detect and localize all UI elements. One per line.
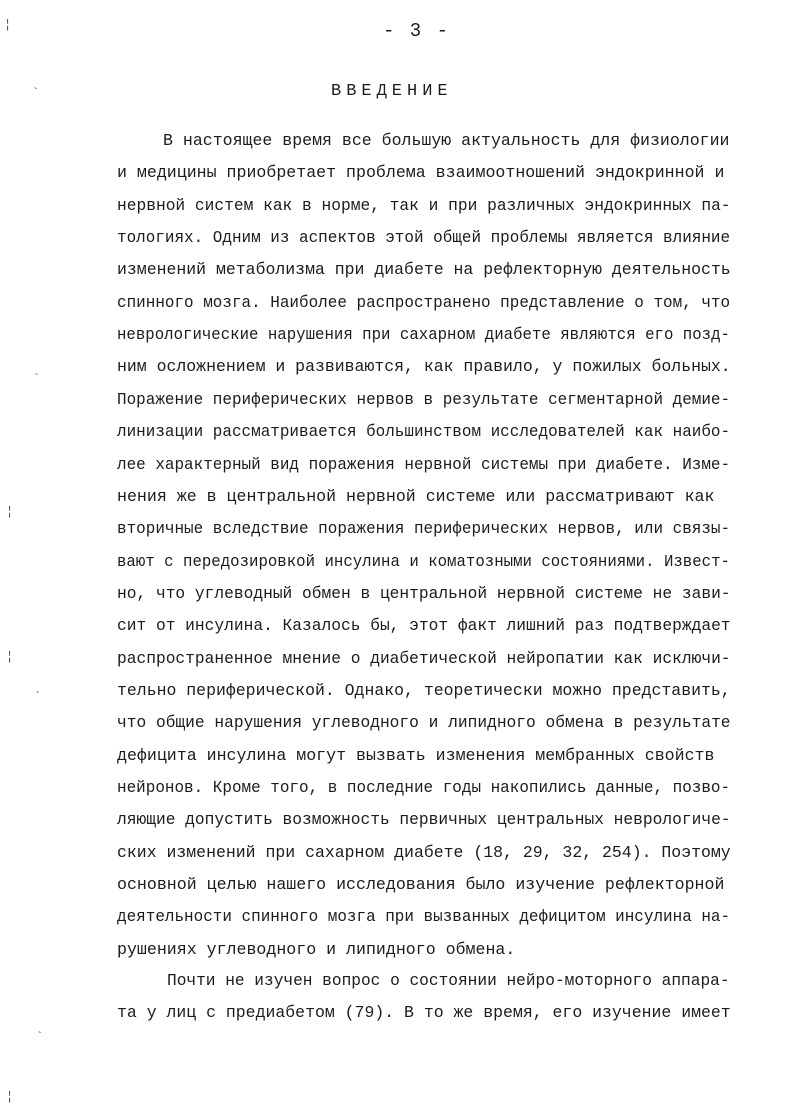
scan-mark: ¦ (4, 18, 12, 32)
scan-mark: ` (36, 1030, 44, 1044)
text-line: тельно периферической. Однако, теоретически можно представить, (117, 680, 731, 700)
text-line: спинного мозга. Наиболее распространено представление о том, что (117, 292, 731, 312)
text-line: линизации рассматривается большинством исследователей как наибо- (117, 422, 731, 442)
scan-mark: ¦ (6, 505, 14, 519)
scan-mark: ¦ (6, 1090, 14, 1104)
text-line: но, что углеводный обмен в центральной нервной системе не зави- (117, 583, 731, 603)
scan-mark: ` (33, 372, 41, 386)
text-line: вают с передозировкой инсулина и коматозными состояниями. Извест- (117, 551, 730, 571)
text-line: та у лиц с предиабетом (79). В то же время, его изучение имеет (117, 1003, 731, 1023)
text-line: ских изменений при сахарном диабете (18, 29, 32, 254). Поэтому (117, 842, 731, 862)
text-line: сит от инсулина. Казалось бы, этот факт лишний раз подтверждает (117, 616, 731, 636)
section-heading: ВВЕДЕНИЕ (331, 82, 453, 101)
text-line: неврологические нарушения при сахарном диабете являются его позд- (117, 325, 730, 345)
text-line: деятельности спинного мозга при вызванных дефицитом инсулина на- (117, 907, 731, 927)
text-line: В настоящее время все большую актуальность для физиологии (163, 131, 730, 150)
scan-mark: ¦ (6, 650, 14, 664)
text-line: нейронов. Кроме того, в последние годы накопились данные, позво- (117, 778, 731, 797)
text-line: дефицита инсулина могут вызвать изменения мембранных свойств (117, 745, 715, 765)
text-line: распространенное мнение о диабетической нейропатии как исключи- (117, 648, 731, 668)
text-line: Поражение периферических нервов в результате сегментарной демие- (117, 389, 731, 409)
text-line: основной целью нашего исследования было изучение рефлекторной (117, 875, 725, 895)
text-line: нения же в центральной нервной системе или рассматривают как (117, 486, 715, 506)
text-line: ляющие допустить возможность первичных центральных неврологиче- (117, 810, 731, 830)
text-line: что общие нарушения углеводного и липидного обмена в результате (117, 713, 731, 733)
scan-mark: ` (34, 690, 42, 704)
text-line: тологиях. Одним из аспектов этой общей проблемы является влияние (117, 228, 731, 248)
text-line: ним осложнением и развиваются, как правило, у пожилых больных. (117, 357, 731, 377)
text-line: рушениях углеводного и липидного обмена. (117, 939, 516, 959)
text-line: изменений метаболизма при диабете на рефлекторную деятельность (117, 260, 731, 280)
scan-mark: ` (32, 86, 40, 100)
text-line: Почти не изучен вопрос о состоянии нейро-моторного аппара- (167, 971, 730, 990)
text-line: лее характерный вид поражения нервной системы при диабете. Изме- (117, 454, 731, 474)
text-line: вторичные вследствие поражения периферических нервов, или связы- (117, 519, 731, 539)
page-number: - 3 - (383, 20, 451, 42)
text-line: нервной систем как в норме, так и при различных эндокринных па- (117, 195, 731, 215)
text-line: и медицины приобретает проблема взаимоотношений эндокринной и (117, 163, 725, 183)
